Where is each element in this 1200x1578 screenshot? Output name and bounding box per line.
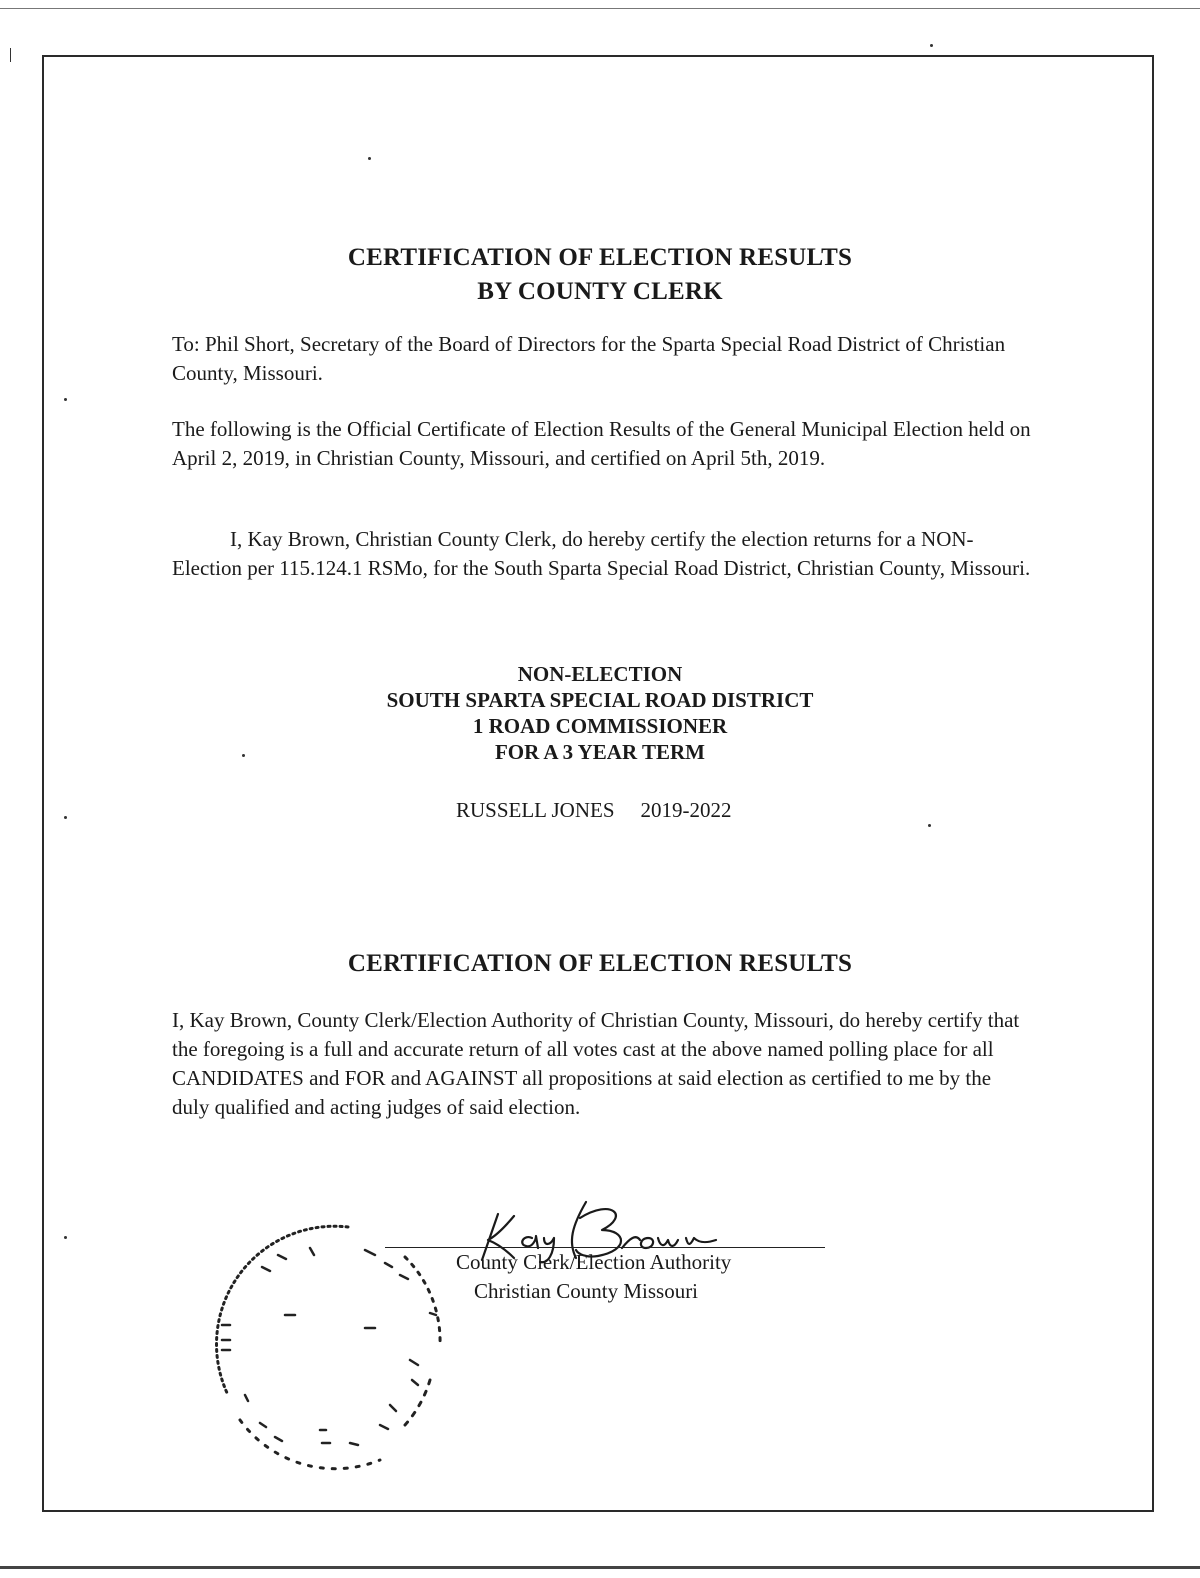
speck [928,824,931,827]
candidate-term: 2019-2022 [640,798,732,822]
speck [64,816,67,819]
county-seal [200,1215,460,1475]
race-district: SOUTH SPARTA SPECIAL ROAD DISTRICT [386,688,814,712]
race-office: 1 ROAD COMMISSIONER [472,714,728,738]
signer-county: Christian County Missouri [474,1279,699,1303]
signer-title: County Clerk/Election Authority [456,1250,732,1274]
document-subtitle: BY COUNTY CLERK [477,278,723,305]
speck [64,1236,67,1239]
document-title: CERTIFICATION OF ELECTION RESULTS [347,244,853,271]
intro-paragraph: The following is the Official Certificate of Election Results of the General Municipal Election held on April 2, 2019, in Christian County, Missouri, and certified on April 5th, 2019. [172,417,1031,470]
certification-heading: CERTIFICATION OF ELECTION RESULTS [347,950,853,977]
result-row [456,796,732,824]
addressee-paragraph: To: Phil Short, Secretary of the Board of Directors for the Sparta Special Road District of Christian County, Missouri. [172,332,1006,385]
scan-margin-mark [10,48,11,62]
speck [930,44,933,47]
certification-paragraph: I, Kay Brown, County Clerk/Election Authority of Christian County, Missouri, do hereby certify that the foregoing is a full and accurate return of all votes cast at the above named polling place for all CANDIDATES and FOR and AGAINST all propositions at said election as certified to me by the duly qualified and acting judges of said election. [172,1008,1020,1119]
race-term: FOR A 3 YEAR TERM [494,740,706,764]
race-type: NON-ELECTION [517,662,683,686]
scan-top-edge [0,8,1200,9]
candidate-name: RUSSELL JONES [456,798,615,822]
speck [368,157,371,160]
scan-bottom-edge [0,1566,1200,1569]
speck [64,398,67,401]
statement-paragraph: I, Kay Brown, Christian County Clerk, do hereby certify the election returns for a NON-Election per 115.124.1 RSMo, for the South Sparta Special Road District, Christian County, Missouri. [172,527,1031,580]
